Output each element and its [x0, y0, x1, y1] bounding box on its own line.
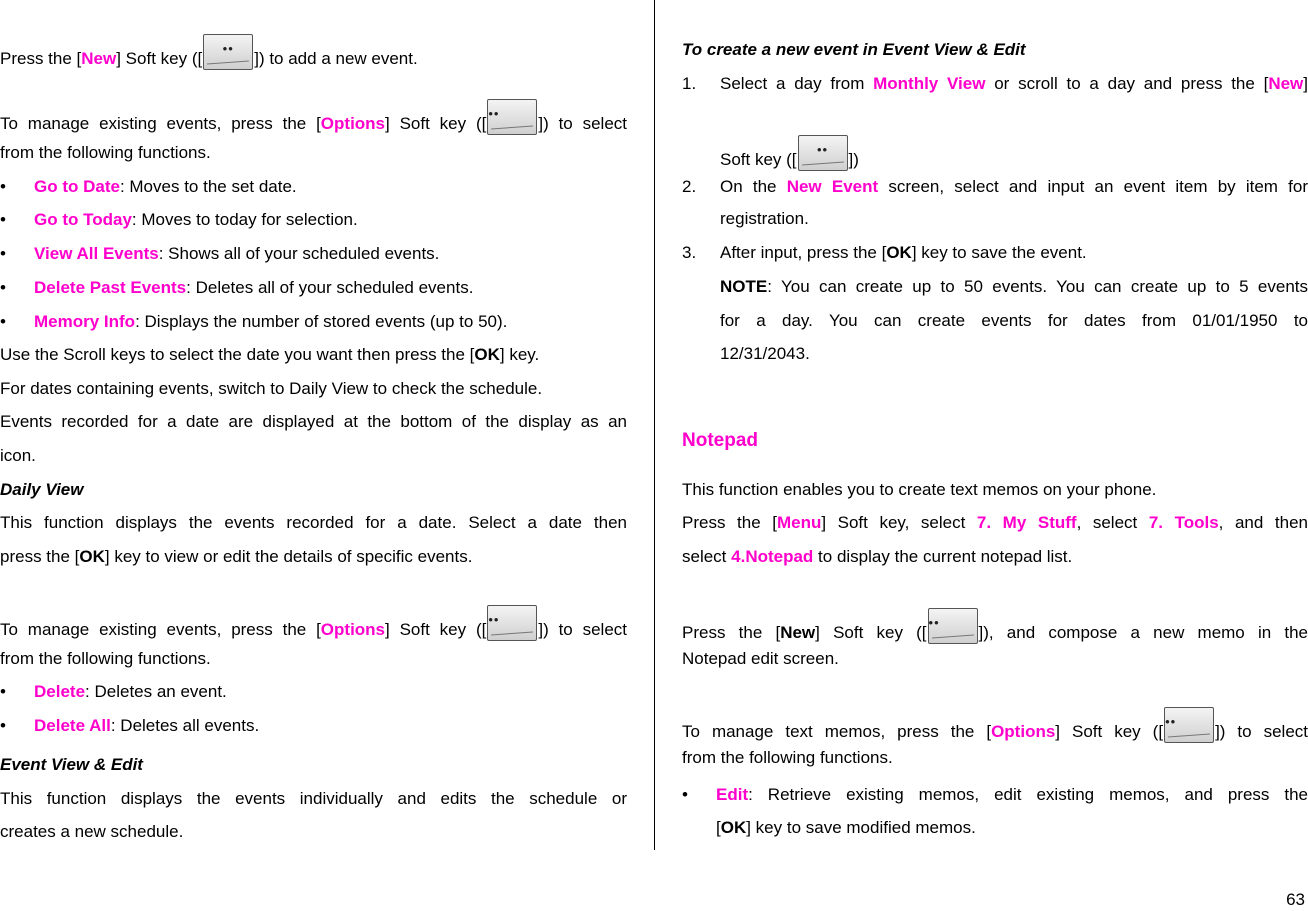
event-view-text-2: creates a new schedule.: [0, 822, 184, 841]
soft-key-icon: [798, 135, 848, 171]
notepad-new-line: Press the [New] Soft key ([•• ]), and compose a new memo in the: [682, 608, 1308, 644]
notepad-new-line-2: Notepad edit screen.: [682, 649, 839, 668]
scroll-keys-line: Use the Scroll keys to select the date you want then press the [OK] key.: [0, 345, 540, 364]
notepad-intro: This function enables you to create text memos on your phone.: [682, 480, 1157, 499]
daily-view-text-2: press the [OK] key to view or edit the details of specific events.: [0, 547, 473, 566]
soft-key-icon: [487, 99, 537, 135]
daily-view-text: This function displays the events recorded for a date. Select a date then: [0, 513, 627, 532]
event-view-heading: Event View & Edit: [0, 755, 143, 774]
manage-events-line: To manage existing events, press the [Options] Soft key ([•• ]) to select: [0, 99, 627, 135]
column-divider: [654, 0, 655, 850]
daily-view-heading: Daily View: [0, 480, 84, 499]
soft-key-icon: [1164, 707, 1214, 743]
notepad-options-line: To manage text memos, press the [Options] Soft key ([•• ]) to select: [682, 707, 1308, 743]
dates-line: For dates containing events, switch to Daily View to check the schedule.: [0, 379, 543, 398]
notepad-heading: Notepad: [682, 430, 758, 451]
notepad-menu-line: Press the [Menu] Soft key, select 7. My Stuff, select 7. Tools, and then: [682, 513, 1308, 532]
soft-key-icon: [203, 34, 253, 70]
soft-key-icon: [487, 605, 537, 641]
notepad-options-line-2: from the following functions.: [682, 748, 893, 767]
create-event-heading: To create a new event in Event View & Edit: [682, 40, 1026, 59]
event-view-text: This function displays the events individually and edits the schedule or: [0, 789, 627, 808]
soft-key-icon: [928, 608, 978, 644]
manage-events-line-2: from the following functions.: [0, 143, 211, 162]
add-event-line: Press the [New] Soft key ([•• ]) to add a new event.: [0, 34, 627, 70]
events-recorded-line-2: icon.: [0, 446, 36, 465]
page-number: 63: [1286, 890, 1305, 909]
manage-events-line-b-2: from the following functions.: [0, 649, 211, 668]
events-recorded-line: Events recorded for a date are displayed at the bottom of the display as an: [0, 412, 627, 431]
notepad-menu-line-2: select 4.Notepad to display the current notepad list.: [682, 547, 1073, 566]
manage-events-line-b: To manage existing events, press the [Options] Soft key ([•• ]) to select: [0, 605, 627, 641]
